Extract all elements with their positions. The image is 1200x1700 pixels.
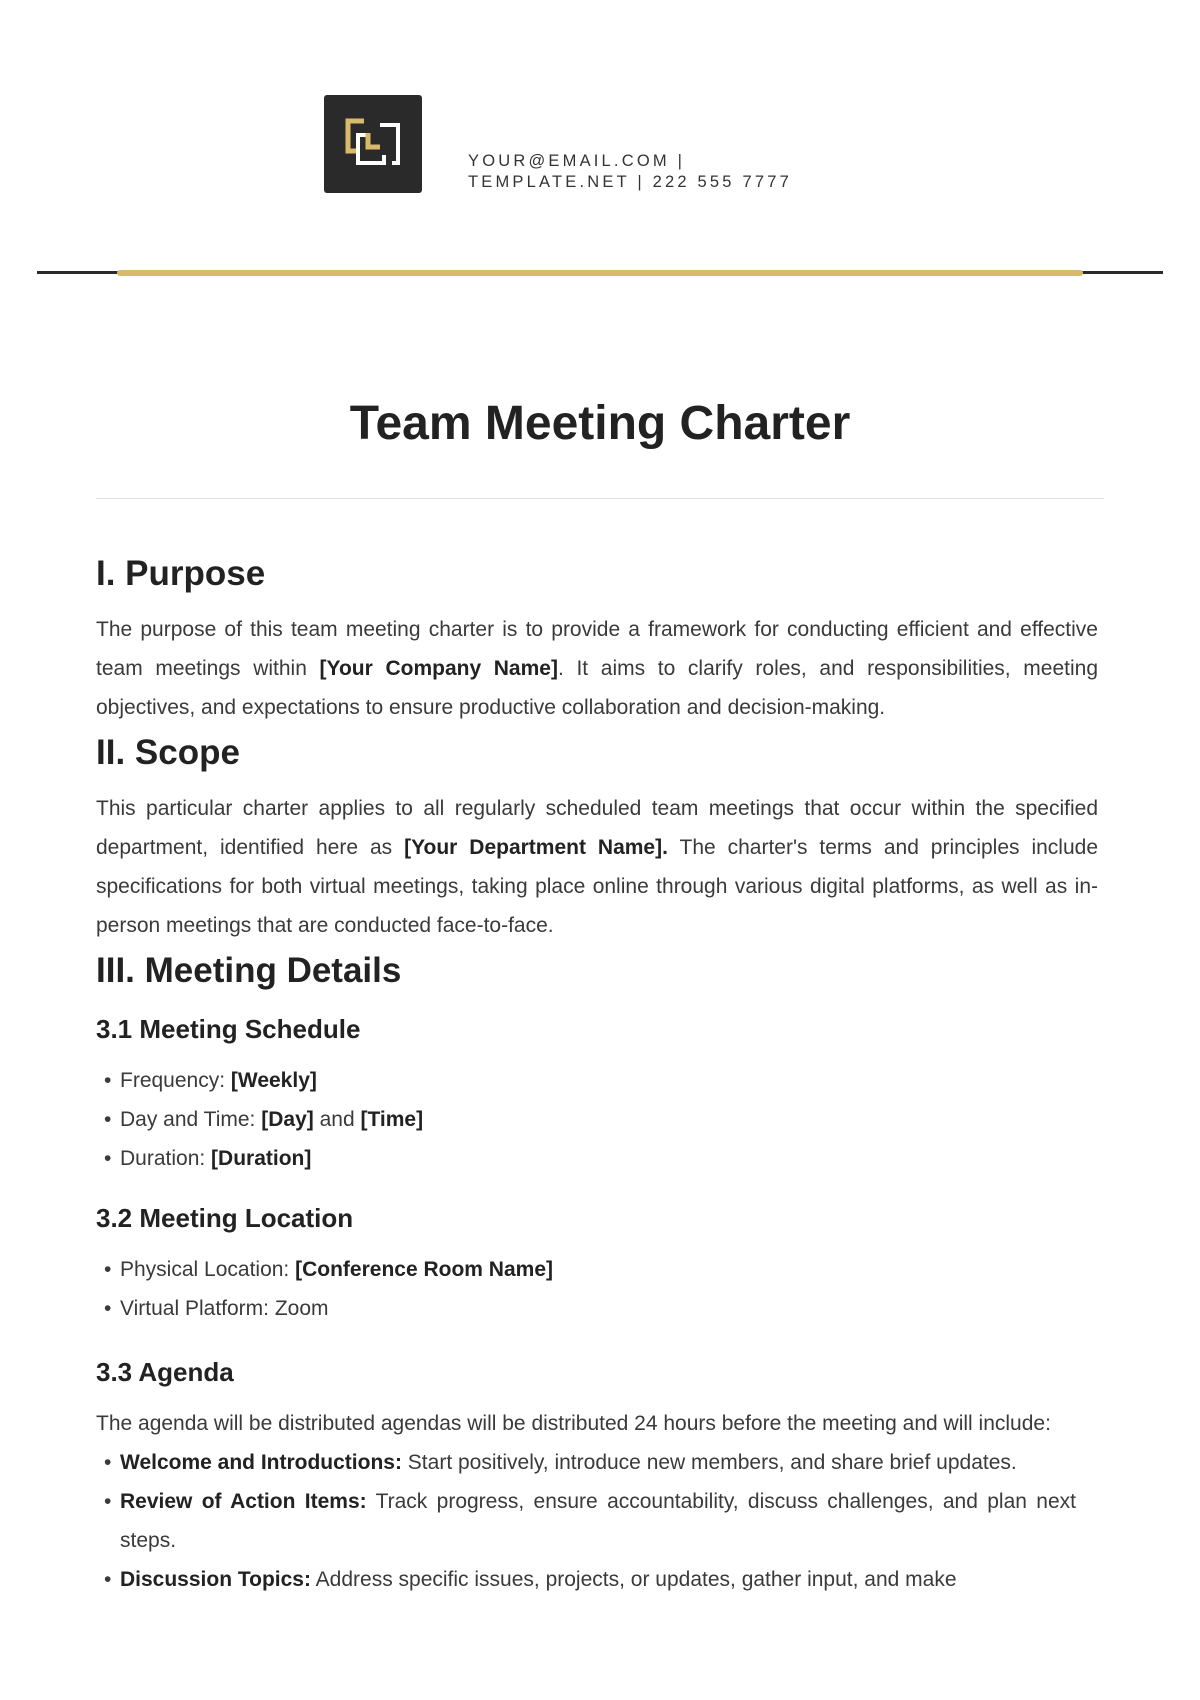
- scope-paragraph: [96, 789, 1098, 945]
- location-list: [96, 1250, 1098, 1328]
- list-item: [96, 1482, 1076, 1560]
- agenda-item-label: Welcome and Introductions:: [120, 1451, 402, 1474]
- purpose-text-2: . It aims to clarify roles, and responsibilities, meeting objectives, and expectations to ensure productive collaboration and decision-making.: [96, 657, 1098, 719]
- time-value: [Time]: [360, 1108, 424, 1131]
- daytime-label: Day and Time:: [120, 1108, 262, 1131]
- agenda-item-label: Review of Action Items:: [120, 1490, 367, 1513]
- page-title: Team Meeting Charter: [349, 397, 851, 450]
- contact-line-2: TEMPLATE.NET | 222 555 7777: [468, 173, 792, 191]
- purpose-paragraph: [96, 610, 1098, 727]
- location-heading: 3.2 Meeting Location: [96, 1203, 354, 1233]
- agenda-intro: The agenda will be distributed agendas will be distributed 24 hours before the meeting and will include:: [96, 1412, 1051, 1435]
- frequency-value: [Weekly]: [230, 1069, 317, 1092]
- scope-heading: II. Scope: [96, 733, 240, 772]
- agenda-heading: 3.3 Agenda: [96, 1357, 234, 1387]
- contact-line-1: YOUR@EMAIL.COM |: [468, 152, 686, 170]
- contact-info: [468, 151, 792, 193]
- duration-value: [Duration]: [211, 1147, 312, 1170]
- list-item: [96, 1560, 1076, 1599]
- agenda-item-label: Discussion Topics:: [120, 1568, 311, 1591]
- duration-label: Duration:: [120, 1147, 212, 1170]
- list-item: [96, 1250, 1098, 1289]
- agenda-item-text: Start positively, introduce new members, and share brief updates.: [401, 1451, 1017, 1474]
- and-text: and: [313, 1108, 361, 1131]
- agenda-list: [96, 1443, 1076, 1599]
- frequency-label: Frequency:: [120, 1069, 231, 1092]
- physical-location-label: Physical Location:: [120, 1258, 296, 1281]
- schedule-list: [96, 1061, 1098, 1178]
- list-item: [96, 1139, 1098, 1178]
- title-divider: [96, 498, 1104, 499]
- company-name-placeholder: [Your Company Name]: [319, 657, 558, 680]
- list-item: [96, 1061, 1098, 1100]
- agenda-item-text: Address specific issues, projects, or updates, gather input, and make: [310, 1568, 957, 1591]
- virtual-platform-text: Virtual Platform: Zoom: [120, 1297, 329, 1320]
- meeting-details-heading: III. Meeting Details: [96, 951, 402, 990]
- department-name-placeholder: [Your Department Name].: [404, 836, 668, 859]
- list-item: [96, 1289, 1098, 1328]
- physical-location-value: [Conference Room Name]: [295, 1258, 553, 1281]
- schedule-heading: 3.1 Meeting Schedule: [96, 1014, 361, 1044]
- scope-text-1: This particular charter applies to all regularly scheduled team meetings that occur within the specified department, identified here as: [96, 797, 1098, 859]
- company-logo: [324, 95, 422, 193]
- purpose-heading: I. Purpose: [96, 554, 266, 593]
- list-item: [96, 1443, 1076, 1482]
- purpose-text-1: The purpose of this team meeting charter is to provide a framework for conducting efficient and effective team meetings within: [96, 618, 1098, 680]
- agenda-item-text: Track progress, ensure accountability, discuss challenges, and plan next steps.: [120, 1490, 1076, 1552]
- scope-text-2: The charter's terms and principles include specifications for both virtual meetings, taking place online through various digital platforms, as well as in-person meetings that are conducted face-to-face.: [96, 836, 1098, 937]
- list-item: [96, 1100, 1098, 1139]
- header-accent-bar: [117, 270, 1083, 276]
- bracket-squares-logo-icon: [344, 117, 402, 171]
- document-body: [96, 548, 1098, 1599]
- day-value: [Day]: [261, 1108, 314, 1131]
